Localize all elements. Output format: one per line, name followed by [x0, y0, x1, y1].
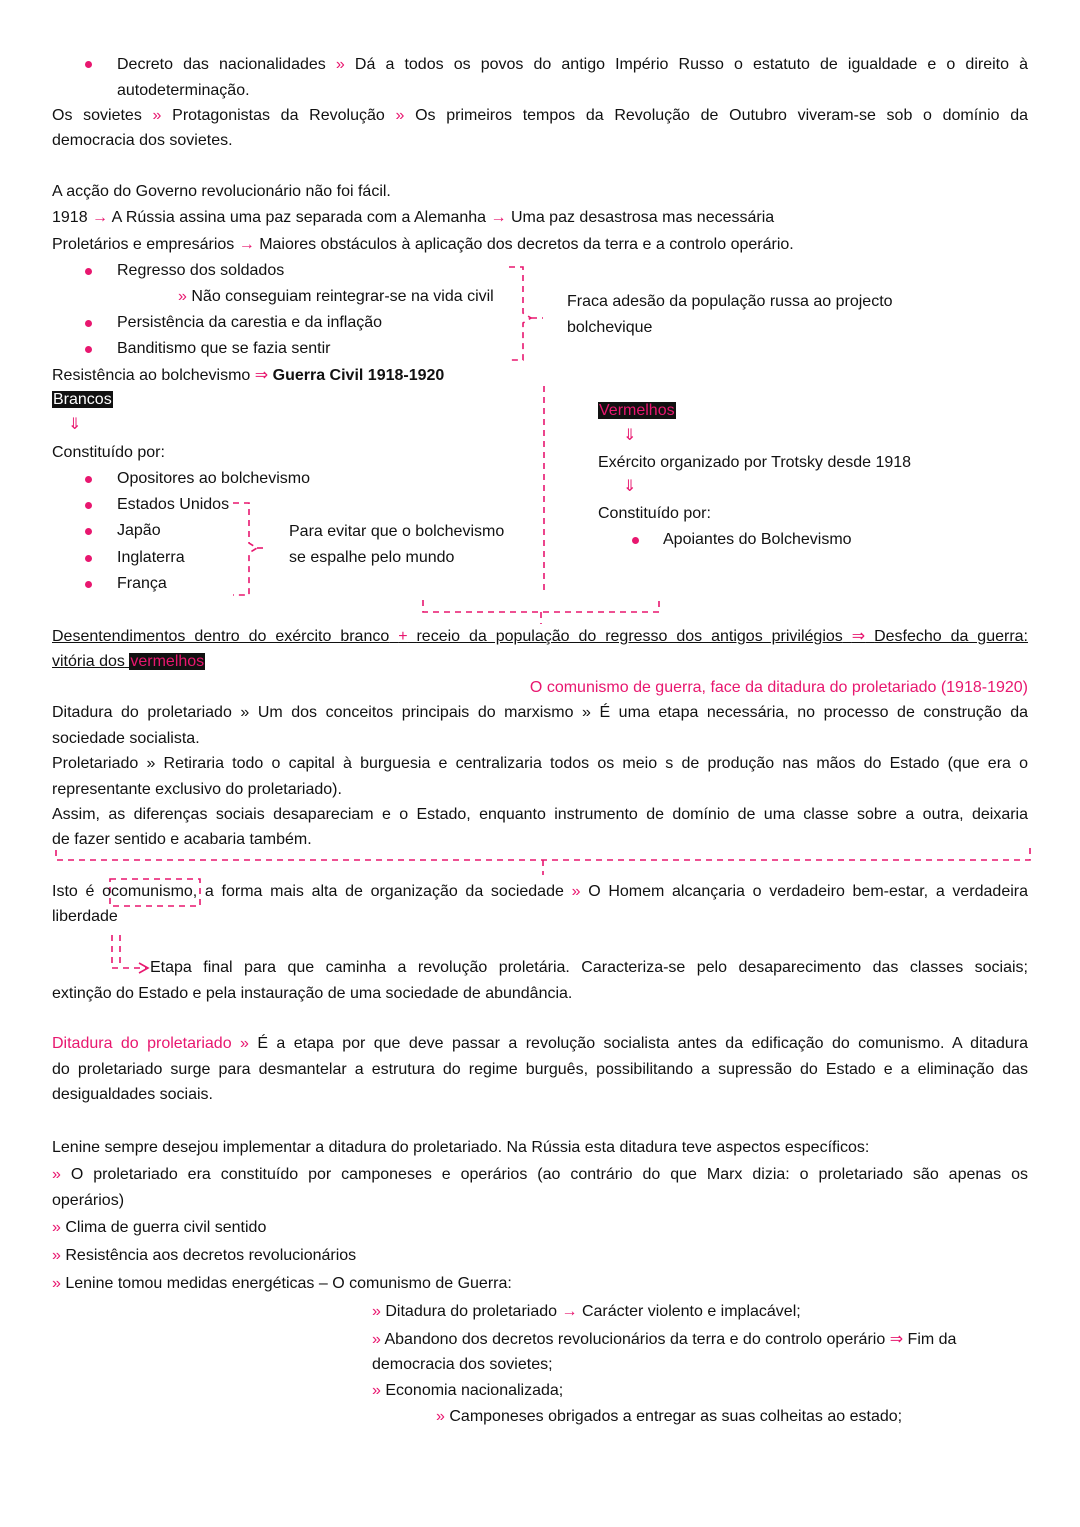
- brancos-text: Brancos: [53, 391, 112, 408]
- accao-line: A acção do Governo revolucionário não foi fácil.: [52, 183, 391, 200]
- sub-item-2: [372, 1330, 956, 1350]
- inglaterra-item: Inglaterra: [117, 549, 185, 566]
- double-arrow-icon: ⇒: [254, 367, 269, 384]
- connector-outcome: [423, 600, 659, 612]
- assim-line-2: de fazer sentido e acabaria também.: [52, 831, 312, 848]
- paz-result: Uma paz desastrosa mas necessária: [510, 209, 775, 226]
- raquo-icon: »: [571, 883, 581, 900]
- raquo-icon: »: [52, 1247, 61, 1264]
- raquo-icon: »: [372, 1382, 381, 1399]
- vitoria-vermelhos: vermelhos: [130, 653, 205, 670]
- assim-line-1: Assim, as diferenças sociais desapareciam e o Estado, enquanto instrumento de domínio de uma classe sobre a outra, deixaria: [52, 806, 1028, 823]
- ditp-line-2: do proletariado surge para desmantelar a estrutura do regime burguês, possibilitando a supressão do Estado e a eliminação das: [52, 1061, 1028, 1078]
- evitar-line-1: Para evitar que o bolchevismo: [289, 523, 505, 540]
- eua-item: Estados Unidos: [117, 496, 230, 513]
- raquo-icon: »: [436, 1408, 445, 1425]
- isto-line-2: liberdade: [52, 908, 118, 925]
- paz-text: A Rússia assina uma paz separada com a Alemanha: [111, 209, 487, 226]
- paz-year: 1918: [52, 209, 88, 226]
- resistencia-text: Resistência ao bolchevismo: [52, 367, 251, 384]
- double-arrow-icon: ⇒: [889, 1331, 904, 1348]
- down-arrow-icon: ⇓: [623, 478, 637, 495]
- aspecto-4: [52, 1274, 512, 1294]
- brancos-constituido: Constituído por:: [52, 444, 165, 461]
- arrow-icon: →: [490, 209, 507, 226]
- bullet: [85, 268, 92, 275]
- raquo-icon: »: [335, 56, 345, 73]
- sovietes-text: Os primeiros tempos da Revolução de Outubro viveram-se sob o domínio da: [415, 107, 1029, 124]
- bullet: [85, 555, 92, 562]
- sub-item-3: [372, 1381, 563, 1401]
- decreto-title: Decreto das nacionalidades: [117, 56, 326, 73]
- isto-line: [52, 882, 1028, 902]
- decreto-text: Dá a todos os povos do antigo Império Russo o estatuto de igualdade e o direito à: [354, 56, 1028, 73]
- vermelhos-constituido: Constituído por:: [598, 505, 711, 522]
- aspecto-2-text: Clima de guerra civil sentido: [65, 1219, 267, 1236]
- apoiantes-item: Apoiantes do Bolchevismo: [663, 531, 852, 548]
- ditp-line-1: [52, 1034, 1028, 1054]
- carestia-item: Persistência da carestia e da inflação: [117, 314, 383, 331]
- aspecto-4-text: Lenine tomou medidas energéticas – O comunismo de Guerra:: [65, 1275, 512, 1292]
- lenine-line: Lenine sempre desejou implementar a ditadura do proletariado. Na Rússia esta ditadura teve aspectos específicos:: [52, 1139, 870, 1156]
- sub-3-text: Economia nacionalizada;: [385, 1382, 564, 1399]
- ditp-line-3: desigualdades sociais.: [52, 1086, 213, 1103]
- evitar-line-2: se espalhe pelo mundo: [289, 549, 455, 566]
- sovietes-line: [52, 106, 1028, 126]
- sub-item-2-cont: democracia dos sovietes;: [372, 1356, 553, 1373]
- bullet: [85, 581, 92, 588]
- exercito-line: Exército organizado por Trotsky desde 1918: [598, 454, 912, 471]
- raquo-icon: »: [178, 288, 187, 305]
- elbow-arrowhead: [139, 963, 148, 973]
- aspecto-3: [52, 1246, 356, 1266]
- banditismo-item: Banditismo que se fazia sentir: [117, 340, 331, 357]
- opositores-item: Opositores ao bolchevismo: [117, 470, 310, 487]
- ditadura-line-1: Ditadura do proletariado » Um dos conceitos principais do marxismo » É uma etapa necessária, no processo de construção da: [52, 704, 1028, 721]
- raquo-icon: »: [372, 1303, 381, 1320]
- etapa-line-1: Etapa final para que caminha a revolução proletária. Caracteriza-se pelo desaparecimento das classes sociais;: [150, 959, 1028, 976]
- vermelhos-text: Vermelhos: [599, 402, 675, 419]
- sovietes-line-2: democracia dos sovietes.: [52, 132, 233, 149]
- bullet: [85, 528, 92, 535]
- aspecto-1-cont: operários): [52, 1192, 125, 1209]
- raquo-icon: »: [52, 1166, 61, 1183]
- proletariado-line-2: representante exclusivo do proletariado).: [52, 781, 342, 798]
- comunismo-word: comunismo: [110, 883, 193, 900]
- desentendimentos-line: [52, 627, 1028, 647]
- bullet: [85, 476, 92, 483]
- vermelhos-label: [598, 401, 676, 421]
- proletarios-label: Proletários e empresários: [52, 236, 235, 253]
- arrow-icon: →: [561, 1303, 578, 1320]
- reintegrar-text: Não conseguiam reintegrar-se na vida civil: [191, 288, 494, 305]
- franca-item: França: [117, 575, 167, 592]
- ditp-label: Ditadura do proletariado »: [52, 1035, 249, 1052]
- etapa-line-2: extinção do Estado e pela instauração de uma sociedade de abundância.: [52, 985, 573, 1002]
- raquo-icon: »: [152, 107, 162, 124]
- bullet: [632, 537, 639, 544]
- desent-text-a: Desentendimentos dentro do exército branco: [52, 628, 390, 645]
- bracket-causes: [509, 267, 531, 360]
- decreto-line-2: autodeterminação.: [117, 82, 250, 99]
- isto-text-a: Isto é o: [52, 883, 111, 900]
- ditp-text: É a etapa por que deve passar a revolução socialista antes da edificação do comunismo. A ditadura: [257, 1035, 1028, 1052]
- vitoria-text: vitória dos: [52, 653, 125, 670]
- vitoria-line: [52, 652, 205, 672]
- bullet: [85, 502, 92, 509]
- desent-text-c: Desfecho da guerra:: [874, 628, 1029, 645]
- down-arrow-icon: ⇓: [623, 427, 637, 444]
- sovietes-label: Os sovietes: [52, 107, 142, 124]
- arrow-icon: →: [238, 236, 255, 253]
- proletarios-line: [52, 235, 794, 255]
- sub-item-1: [372, 1302, 801, 1322]
- sub-1-text: Ditadura do proletariado: [385, 1303, 558, 1320]
- section-heading: O comunismo de guerra, face da ditadura do proletariado (1918-1920): [529, 679, 1028, 696]
- raquo-icon: »: [52, 1219, 61, 1236]
- bullet: [85, 346, 92, 353]
- sub-4-text: Camponeses obrigados a entregar as suas colheitas ao estado;: [449, 1408, 903, 1425]
- isto-text-c: , a forma mais alta de organização da sociedade: [192, 883, 564, 900]
- sub-2-text: Abandono dos decretos revolucionários da terra e do controlo operário: [384, 1331, 886, 1348]
- raquo-icon: »: [395, 107, 405, 124]
- raquo-icon: »: [52, 1275, 61, 1292]
- isto-text-d: O Homem alcançaria o verdadeiro bem-estar, a verdadeira: [588, 883, 1029, 900]
- paz-line: [52, 208, 774, 228]
- sub-1-result: Carácter violento e implacável;: [581, 1303, 801, 1320]
- reintegrar-item: [178, 287, 494, 307]
- bracket-allies: [233, 503, 257, 595]
- japao-item: Japão: [117, 522, 161, 539]
- fraca-line-1: Fraca adesão da população russa ao projecto: [567, 293, 893, 310]
- plus-icon: +: [398, 628, 408, 645]
- proletariado-line-1: Proletariado » Retiraria todo o capital à burguesia e centralizaria todos os meio s de produção nas mãos do Estado (que era o: [52, 755, 1028, 772]
- double-arrow-icon: ⇒: [851, 628, 866, 645]
- aspecto-1: [52, 1165, 1028, 1185]
- fraca-line-2: bolchevique: [567, 319, 653, 336]
- elbow-etapa: [112, 935, 146, 968]
- bullet: [85, 61, 92, 68]
- aspecto-1-text: O proletariado era constituído por camponeses e operários (ao contrário do que Marx dizia: o proletariado são apenas os: [70, 1166, 1028, 1183]
- resistencia-line: [52, 366, 444, 386]
- bullet: [85, 320, 92, 327]
- aspecto-2: [52, 1218, 266, 1238]
- sovietes-protagonistas: Protagonistas da Revolução: [172, 107, 385, 124]
- ditadura-line-2: sociedade socialista.: [52, 730, 200, 747]
- guerra-civil-title: Guerra Civil 1918-1920: [272, 367, 445, 384]
- raquo-icon: »: [372, 1331, 381, 1348]
- brancos-label: [52, 390, 113, 410]
- sub-2-result: Fim da: [907, 1331, 957, 1348]
- desent-text-b: receio da população do regresso dos antigos privilégios: [416, 628, 843, 645]
- aspecto-3-text: Resistência aos decretos revolucionários: [65, 1247, 357, 1264]
- down-arrow-icon: ⇓: [68, 416, 82, 433]
- arrow-icon: →: [92, 209, 109, 226]
- decreto-line: [117, 55, 1028, 75]
- sub-item-4: [436, 1407, 902, 1427]
- proletarios-text: Maiores obstáculos à aplicação dos decretos da terra e a controlo operário.: [259, 236, 794, 253]
- regresso-item: Regresso dos soldados: [117, 262, 285, 279]
